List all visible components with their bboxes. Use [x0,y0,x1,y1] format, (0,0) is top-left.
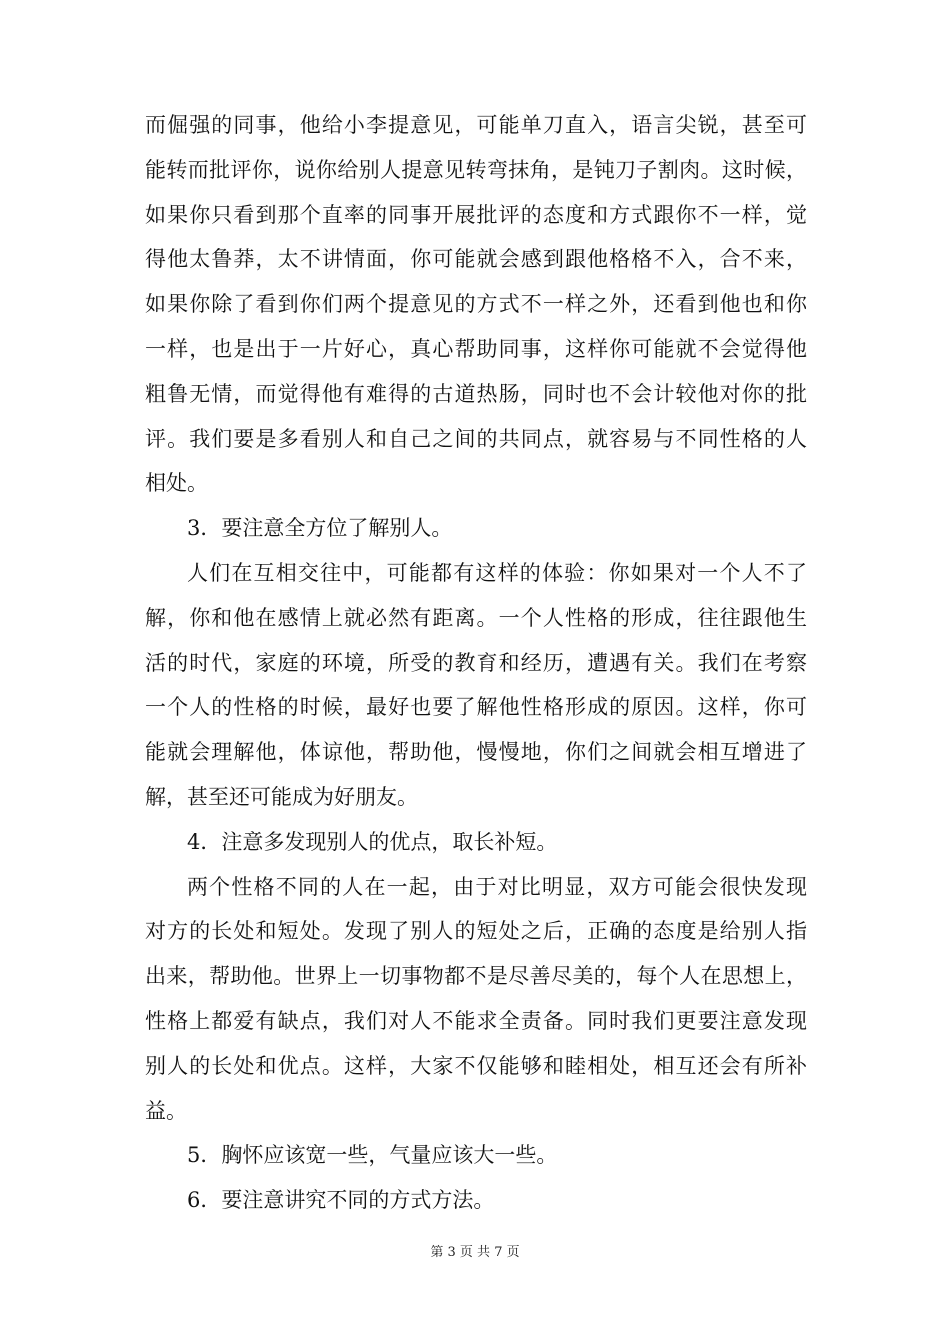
page-number-footer: 第 3 页 共 7 页 [430,1245,520,1260]
text-line: 益。 [145,1098,187,1123]
text-line: 别人的长处和优点。这样，大家不仅能够和睦相处，相互还会有所补 [145,1053,807,1078]
text-line: 一样，也是出于一片好心，真心帮助同事，这样你可能就不会觉得他 [145,336,807,361]
text-line: 对方的长处和短处。发现了别人的短处之后，正确的态度是给别人指 [145,919,807,944]
section-heading: 4．注意多发现别人的优点，取长补短。 [187,829,558,854]
text-line: 一个人的性格的时候，最好也要了解他性格形成的原因。这样，你可 [145,695,807,720]
text-line: 而倔强的同事，他给小李提意见，可能单刀直入，语言尖锐，甚至可 [145,113,807,137]
text-line: 如果你除了看到你们两个提意见的方式不一样之外，还看到他也和你 [145,292,807,317]
section-heading: 5．胸怀应该宽一些，气量应该大一些。 [187,1143,558,1168]
text-line: 活的时代，家庭的环境，所受的教育和经历，遭遇有关。我们在考察 [145,650,807,675]
text-line: 两个性格不同的人在一起，由于对比明显，双方可能会很快发现 [187,874,807,899]
document-body [145,103,807,1223]
text-line: 能就会理解他，体谅他，帮助他，慢慢地，你们之间就会相互增进了 [145,740,807,765]
section-heading: 3．要注意全方位了解别人。 [187,516,453,541]
text-line: 相处。 [145,471,208,496]
text-line: 评。我们要是多看别人和自己之间的共同点，就容易与不同性格的人 [145,426,807,451]
text-line: 性格上都爱有缺点，我们对人不能求全责备。同时我们更要注意发现 [145,1008,807,1033]
text-line: 出来，帮助他。世界上一切事物都不是尽善尽美的，每个人在思想上， [145,964,807,989]
text-line: 人们在互相交往中，可能都有这样的体验：你如果对一个人不了 [187,560,807,585]
text-line: 解，甚至还可能成为好朋友。 [145,784,418,809]
text-line: 解，你和他在感情上就必然有距离。一个人性格的形成，往往跟他生 [145,605,807,630]
text-line: 能转而批评你，说你给别人提意见转弯抹角，是钝刀子割肉。这时候， [145,157,807,182]
section-heading: 6．要注意讲究不同的方式方法。 [187,1188,495,1213]
text-line: 得他太鲁莽，太不讲情面，你可能就会感到跟他格格不入，合不来， [145,247,807,272]
text-line: 粗鲁无情，而觉得他有难得的古道热肠，同时也不会计较他对你的批 [145,381,807,406]
text-line: 如果你只看到那个直率的同事开展批评的态度和方式跟你不一样，觉 [145,202,807,227]
